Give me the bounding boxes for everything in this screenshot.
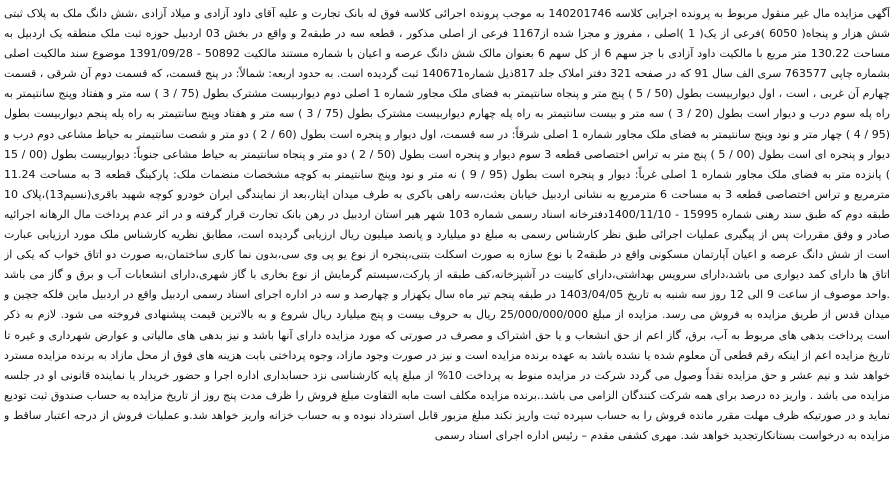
auction-notice-text: آگهی مزایده مال غیر منقول مربوط به پرونده اجرایی کلاسه 140201746 به موجب پرونده اجرائی کلاسه فوق له بانک تجارت و علیه آقای داود آزادی و میلاد آزادی ،شش دانگ ملک به پلاک ثبتی شش هزار و پنجاه( 6050 )فرعی از یک( 1 )اصلی ، مفروز و مجزا شده از1167 فرعی از اصلی مذکور ، قطعه سه در طبقه2 و واقع در بخش 03 اردبیل حوزه ثبت ملک منطقه یک اردبیل به مساحت 130.22 متر مربع با مالکیت داود آزادی با جز سهم 6 از کل سهم 6 بعنوان مالک شش دانگ عرصه و اعیان با شماره مستند مالکیت 50892 - 1391/09/28 موضوع سند مالکیت اصلی بشماره چاپی 763577 سری الف سال 91 که در صفحه 321 دفتر املاک جلد 817ذیل شماره140671 ثبت گردیده است. به حدود اربعه: شمالاً: در پنج قسمت، که قسمت دوم آن شرقی ، قسمت چهارم آن غربی ، است ، اول دیواربیست بطول (50 / 5 ) پنج متر و پنجاه سانتیمتر به فضای ملک مجاور شماره 1 اصلی دوم دیواربیست مشترک بطول (75 / 3 ) سه متر و هفتاد وپنج سانتیمتر به راه پله سوم درب و دیوار است بطول (20 / 3 ) سه متر و بیست سانتیمتر به راه پله چهارم دیواربیست مشترک بطول (75 / 3 ) سه متر و هفتاد وپنج سانتیمتر به راه پله پنجم دیواربیست بطول (95 / 4 ) چهار متر و نود وپنج سانتیمتر به فضای ملک مجاور شماره 1 اصلی شرقاً: در سه قسمت، اول دیوار و پنجره است بطول (60 / 2 ) دو متر و شصت سانتیمتر به حیاط مشاعی دوم درب و دیوار و پنجره ای است بطول (00 / 5 ) پنج متر به تراس اختصاصی قطعه 3 سوم دیوار و پنجره است بطول (50 / 2 ) دو متر و پنجاه سانتیمتر به حیاط مشاعی جنوباً: دیواربیست بطول (00 / 15 ) پانزده متر به فضای ملک مجاور شماره 1 اصلی غرباً: دیوار و پنجره است بطول (95 / 9 ) نه متر و نود وپنج سانتیمتر به کوچه مشخصات منضمات ملک: پارکینگ قطعه 3 به مساحت 11.24 مترمربع و تراس اختصاصی قطعه 3 به مساحت 6 مترمربع به نشانی اردبیل خیابان بعثت،سه راهی باکری به طرف میدان ایثار،بعد از نمایندگی ایران خودرو کوچه شهید باقری(نسیم13)،پلاک 10 طبقه دوم که طبق سند رهنی شماره 15995 - 1400/11/10دفترخانه اسناد رسمی شماره 103 شهر هیر استان اردبیل در رهن بانک تجارت قرار گرفته و در اثر عدم پرداخت مال الرهانه اجرائیه صادر و وفق مقررات پس از پیگیری عملیات اجرائی طبق نظر کارشناس رسمی به مبلغ دو میلیارد و پانصد میلیون ریال ارزیابی گردیده است، مطابق نظریه کارشناس ملک مورد ارزیابی عبارت است از شش دانگ عرصه و اعیان آپارتمان مسکونی واقع در طبقه2 با نوع سازه به صورت اسکلت بتنی،پنجره از نوع یو پی وی سی،بدون نما کاری ساختمان،به صورت دو اتاق خواب که یکی از اتاق ها دارای کمد دیواری می باشد،دارای سرویس بهداشتی،دارای کابینت در آشپزخانه،کف طبقه از پارکت،سیستم گرمایش از نوع بخاری با گاز شهری،دارای انشعابات آب و برق و گاز می باشد .واحد موصوف از ساعت 9 الی 12 روز سه شنبه به تاریخ 1403/04/05 در طبقه پنجم تیر ماه سال یکهزار و چهارصد و سه در اداره اجرای اسناد رسمی اردبیل واقع در اردبیل ماین فلکه جچین و میدان قدس از طریق مزایده به فروش می رسد. مزایده از مبلغ 25/000/000/000 ریال به حروف بیست و پنج میلیارد ریال شروع و به بالاترین قیمت پیشنهادی فروخته می شود. لازم به ذکر است پرداخت بدهی های مربوط به آب، برق، گاز اعم از حق انشعاب و یا حق اشتراک و مصرف در صورتی که مورد مزایده دارای آنها باشد و نیز بدهی های مالیاتی و عوارض شهرداری و غیره تا تاریخ مزایده اعم از اینکه رقم قطعی آن معلوم شده یا نشده باشد به عهده برنده مزایده است و نیز در صورت وجود مازاد، وجوه پرداختی بابت هزینه های فوق از محل مازاد به برنده مزایده مسترد خواهد شد و نیم عشر و حق مزایده نقداً وصول می گردد شرکت در مزایده منوط به پرداخت 10% از مبلغ پایه کارشناسی نزد حسابداری اداره اجرا و حضور خریدار یا نماینده قانونی او در جلسه مزایده می باشد . واریز ده درصد برای همه شرکت کنندگان الزامی می باشد..برنده مزایده مکلف است مابه التفاوت مبلغ فروش را ظرف مدت پنج روز از تاریخ مزایده به حساب صندوق ثبت تودیع نماید و در صورتیکه ظرف مهلت مقرر مانده فروش را به حساب سپرده ثبت واریز نکند مبلغ مزبور قابل استرداد نبوده و به حساب خزانه واریز خواهد شد.و عملیات فروش از درجه اعتبار ساقط و مزایده به درخواست بستانکارتجدید خواهد شد. مهری کشفی مقدم – رئیس اداره اجرای اسناد رسمی [4, 7, 890, 442]
